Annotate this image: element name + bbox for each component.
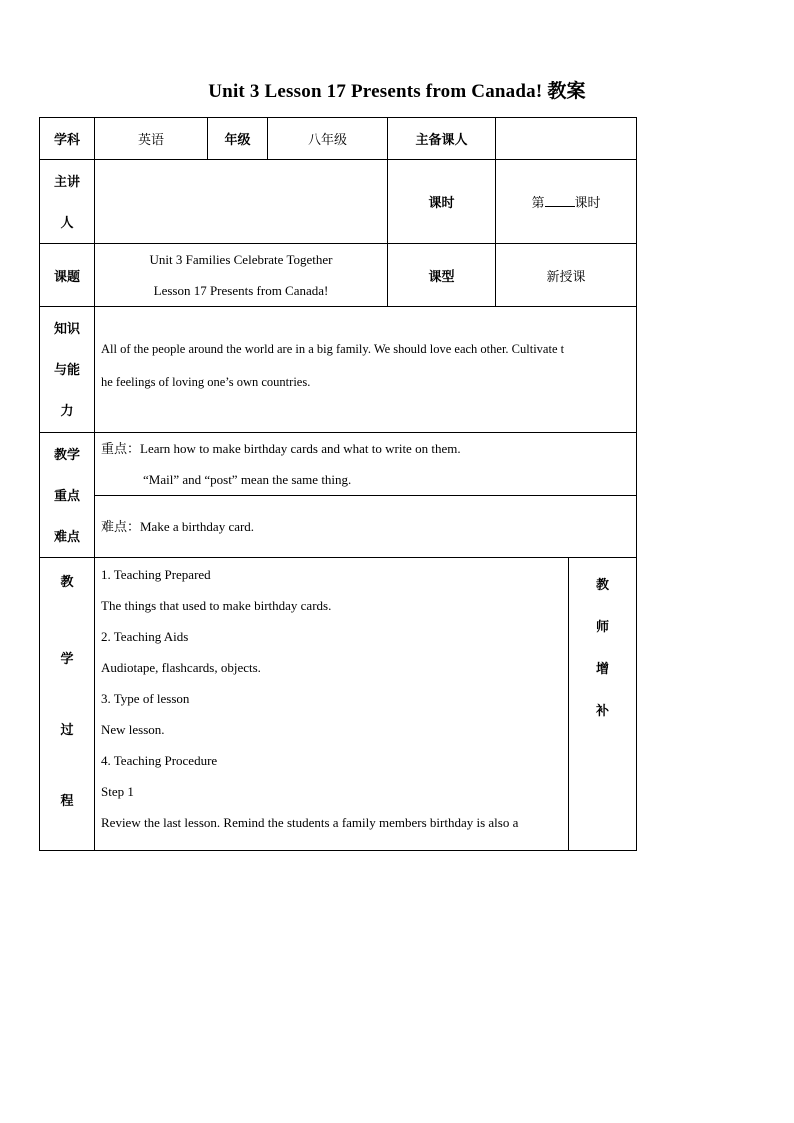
key-point-line2: “Mail” and “post” mean the same thing. bbox=[143, 472, 352, 487]
speaker-label bbox=[40, 160, 95, 244]
knowledge-row bbox=[40, 307, 637, 433]
process-content bbox=[95, 558, 569, 851]
key-label-line1: 教学 bbox=[53, 446, 80, 462]
key-label-line3: 难点 bbox=[53, 528, 80, 544]
period-prefix: 第 bbox=[531, 195, 545, 210]
key-points-row bbox=[40, 433, 637, 496]
knowledge-label bbox=[40, 307, 95, 433]
topic-line1: Unit 3 Families Celebrate Together bbox=[149, 252, 333, 267]
difficult-points-row bbox=[40, 496, 637, 558]
teacher-char-1: 教 bbox=[595, 577, 609, 592]
knowledge-label-line2: 与能 bbox=[53, 362, 80, 377]
topic-value bbox=[95, 244, 388, 307]
process-line-3: 2. Teaching Aids bbox=[101, 629, 189, 644]
topic-line2: Lesson 17 Presents from Canada! bbox=[153, 283, 329, 298]
process-line-8: Step 1 bbox=[101, 784, 134, 799]
process-line-5: 3. Type of lesson bbox=[101, 691, 190, 706]
key-points bbox=[95, 433, 637, 496]
grade-value: 八年级 bbox=[268, 118, 388, 160]
speaker-label-line2: 人 bbox=[60, 214, 74, 230]
knowledge-line1: All of the people around the world are in a big family. We should love each other. Cultivate t bbox=[101, 342, 565, 356]
teacher-char-4: 补 bbox=[595, 703, 609, 718]
period-label: 课时 bbox=[388, 160, 496, 244]
process-line-7: 4. Teaching Procedure bbox=[101, 753, 218, 768]
process-line-2: The things that used to make birthday cards. bbox=[101, 598, 332, 613]
key-point-line1: 重点：Learn how to make birthday cards and what to write on them. bbox=[101, 441, 461, 456]
process-row bbox=[40, 558, 637, 851]
knowledge-label-line3: 力 bbox=[60, 403, 74, 418]
teacher-supplement-label bbox=[569, 558, 637, 851]
period-value bbox=[496, 160, 637, 244]
knowledge-text bbox=[95, 307, 637, 433]
teacher-char-3: 增 bbox=[595, 661, 609, 676]
document-title: Unit 3 Lesson 17 Presents from Canada! 教案 bbox=[208, 81, 586, 102]
process-line-6: New lesson. bbox=[101, 722, 165, 737]
preparer-label: 主备课人 bbox=[388, 118, 496, 160]
process-label bbox=[40, 558, 95, 851]
process-char-3: 过 bbox=[60, 722, 74, 737]
process-line-9: Review the last lesson. Remind the students a family members birthday is also a bbox=[101, 815, 519, 830]
speaker-row bbox=[40, 160, 637, 244]
info-row bbox=[40, 118, 637, 160]
teacher-char-2: 师 bbox=[595, 619, 609, 634]
period-blank bbox=[545, 195, 575, 207]
knowledge-label-line1: 知识 bbox=[53, 321, 80, 336]
speaker-value bbox=[95, 160, 388, 244]
grade-label: 年级 bbox=[208, 118, 268, 160]
speaker-label-line1: 主讲 bbox=[53, 173, 80, 189]
process-char-1: 教 bbox=[60, 574, 74, 589]
process-char-2: 学 bbox=[60, 651, 74, 666]
knowledge-line2: he feelings of loving one’s own countries. bbox=[101, 375, 311, 389]
topic-label: 课题 bbox=[40, 244, 95, 307]
key-label-line2: 重点 bbox=[53, 487, 80, 503]
period-suffix: 课时 bbox=[574, 195, 601, 210]
type-label: 课型 bbox=[388, 244, 496, 307]
process-char-4: 程 bbox=[60, 793, 74, 808]
difficult-points: 难点：Make a birthday card. bbox=[95, 496, 637, 558]
subject-label: 学科 bbox=[40, 118, 95, 160]
lesson-plan-table bbox=[39, 117, 637, 851]
process-line-4: Audiotape, flashcards, objects. bbox=[101, 660, 261, 675]
topic-row bbox=[40, 244, 637, 307]
key-difficult-label bbox=[40, 433, 95, 558]
process-line-1: 1. Teaching Prepared bbox=[101, 567, 211, 582]
type-value: 新授课 bbox=[496, 244, 637, 307]
subject-value: 英语 bbox=[95, 118, 208, 160]
preparer-value bbox=[496, 118, 637, 160]
